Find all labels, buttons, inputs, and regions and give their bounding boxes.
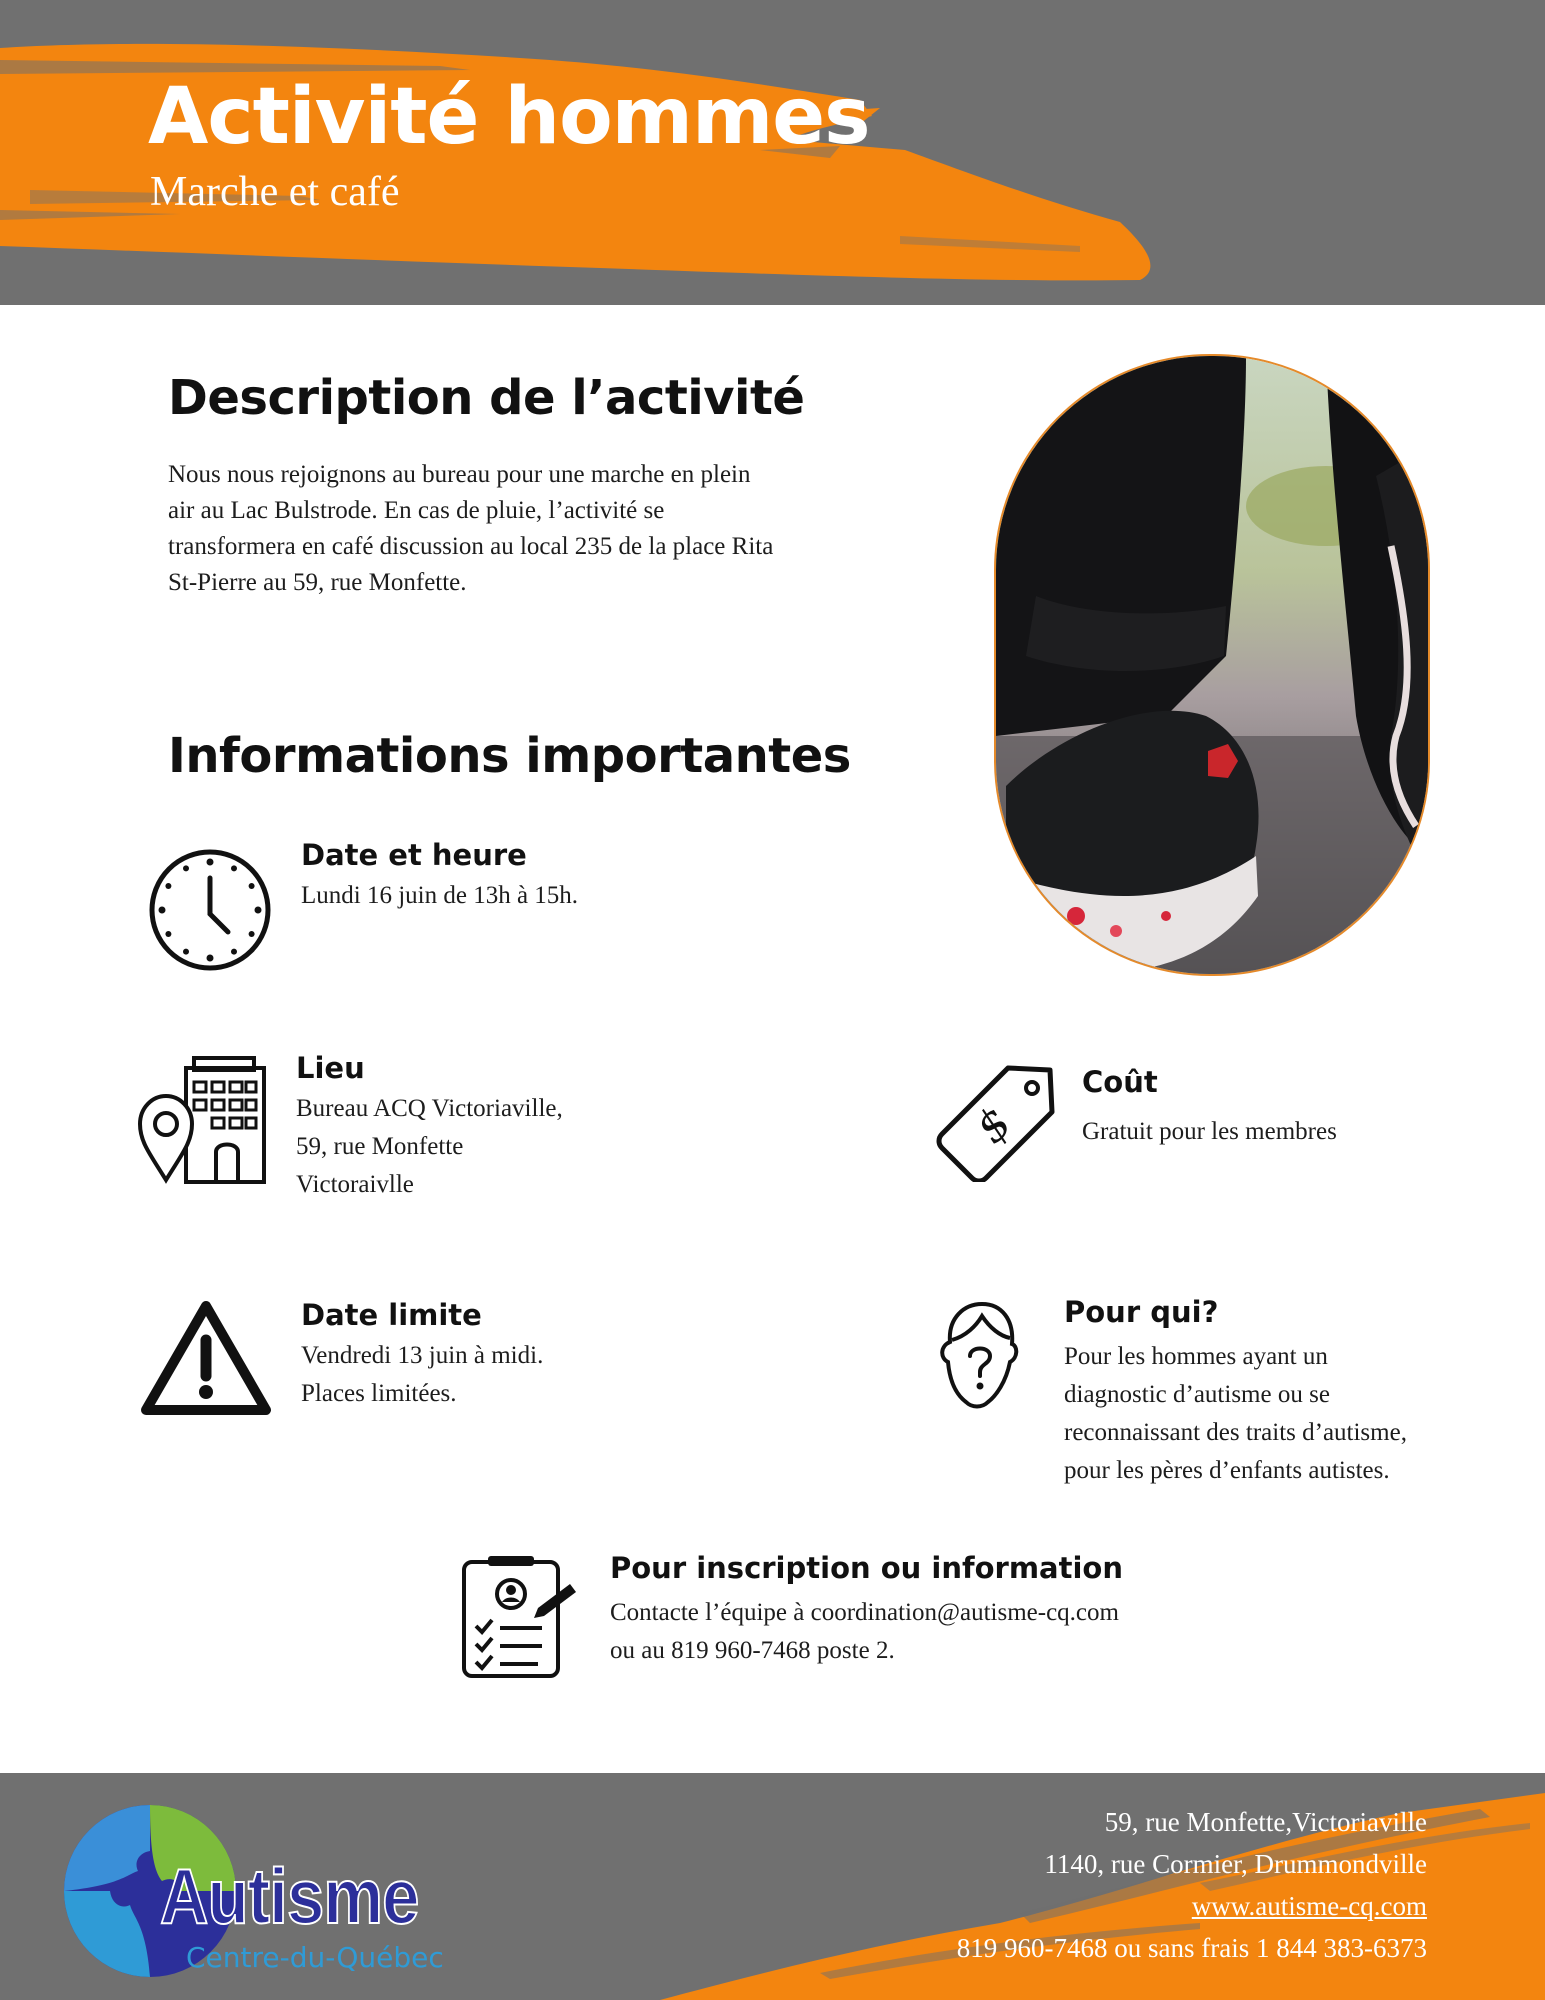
date-limite-text (301, 1337, 543, 1413)
date-heure-text (301, 878, 578, 914)
footer-website-link[interactable]: www.autisme-cq.com (1191, 1891, 1427, 1921)
inscription-line: Contacte l’équipe à coordination@autisme-cq.com (610, 1599, 1119, 1626)
cout-line: Gratuit pour les membres (1082, 1118, 1337, 1145)
description-line: transformera en café discussion au local 235 de la place Rita (168, 533, 774, 560)
clock-icon (148, 848, 272, 972)
svg-text:$: $ (965, 1097, 1022, 1154)
pour-qui-line: diagnostic d’autisme ou se (1064, 1381, 1330, 1408)
pour-qui-line: reconnaissant des traits d’autisme, (1064, 1419, 1407, 1446)
page-subtitle: Marche et café (150, 169, 400, 215)
autisme-logo (50, 1801, 470, 1981)
pour-qui-title: Pour qui? (1064, 1295, 1219, 1329)
cout-title: Coût (1082, 1065, 1158, 1099)
logo-wordmark: Autisme (160, 1852, 419, 1940)
footer-address-drummondville: 1140, rue Cormier, Drummondville (1044, 1849, 1427, 1879)
footer-phone: 819 960-7468 ou sans frais 1 844 383-6373 (956, 1933, 1427, 1963)
warning-icon (140, 1300, 272, 1416)
lieu-line: Victoraivlle (296, 1171, 414, 1198)
date-limite-line: Places limitées. (301, 1380, 457, 1407)
page-title: Activité hommes (148, 72, 870, 162)
inscription-line: ou au 819 960-7468 poste 2. (610, 1637, 895, 1664)
lieu-title: Lieu (296, 1051, 365, 1085)
logo-subtitle: Centre-du-Québec (186, 1941, 444, 1974)
price-tag-icon (936, 1064, 1056, 1182)
date-heure-title: Date et heure (301, 838, 527, 872)
description-line: Nous nous rejoignons au bureau pour une marche en plein (168, 461, 751, 488)
pour-qui-line: pour les pères d’enfants autistes. (1064, 1457, 1390, 1484)
lieu-text (296, 1090, 563, 1204)
description-line: air au Lac Bulstrode. En cas de pluie, l’activité se (168, 497, 665, 524)
clipboard-form-icon (458, 1554, 580, 1682)
header-banner (0, 0, 1545, 305)
lieu-line: 59, rue Monfette (296, 1133, 464, 1160)
description-heading: Description de l’activité (168, 370, 805, 426)
lieu-line: Bureau ACQ Victoriaville, (296, 1095, 563, 1122)
walking-shoe-photo (994, 354, 1430, 976)
footer-address-victoriaville: 59, rue Monfette,Victoriaville (1104, 1807, 1427, 1837)
footer (0, 1773, 1545, 2000)
inscription-text (610, 1594, 1119, 1670)
cout-text (1082, 1114, 1337, 1150)
person-question-icon (936, 1298, 1022, 1412)
info-heading: Informations importantes (168, 728, 851, 784)
pour-qui-line: Pour les hommes ayant un (1064, 1343, 1328, 1370)
inscription-title: Pour inscription ou information (610, 1551, 1123, 1585)
description-text (168, 457, 828, 601)
date-heure-line: Lundi 16 juin de 13h à 15h. (301, 882, 579, 909)
description-line: St-Pierre au 59, rue Monfette. (168, 569, 467, 596)
date-limite-line: Vendredi 13 juin à midi. (301, 1342, 544, 1369)
date-limite-title: Date limite (301, 1298, 482, 1332)
building-location-icon (138, 1054, 270, 1186)
pour-qui-text (1064, 1338, 1407, 1490)
